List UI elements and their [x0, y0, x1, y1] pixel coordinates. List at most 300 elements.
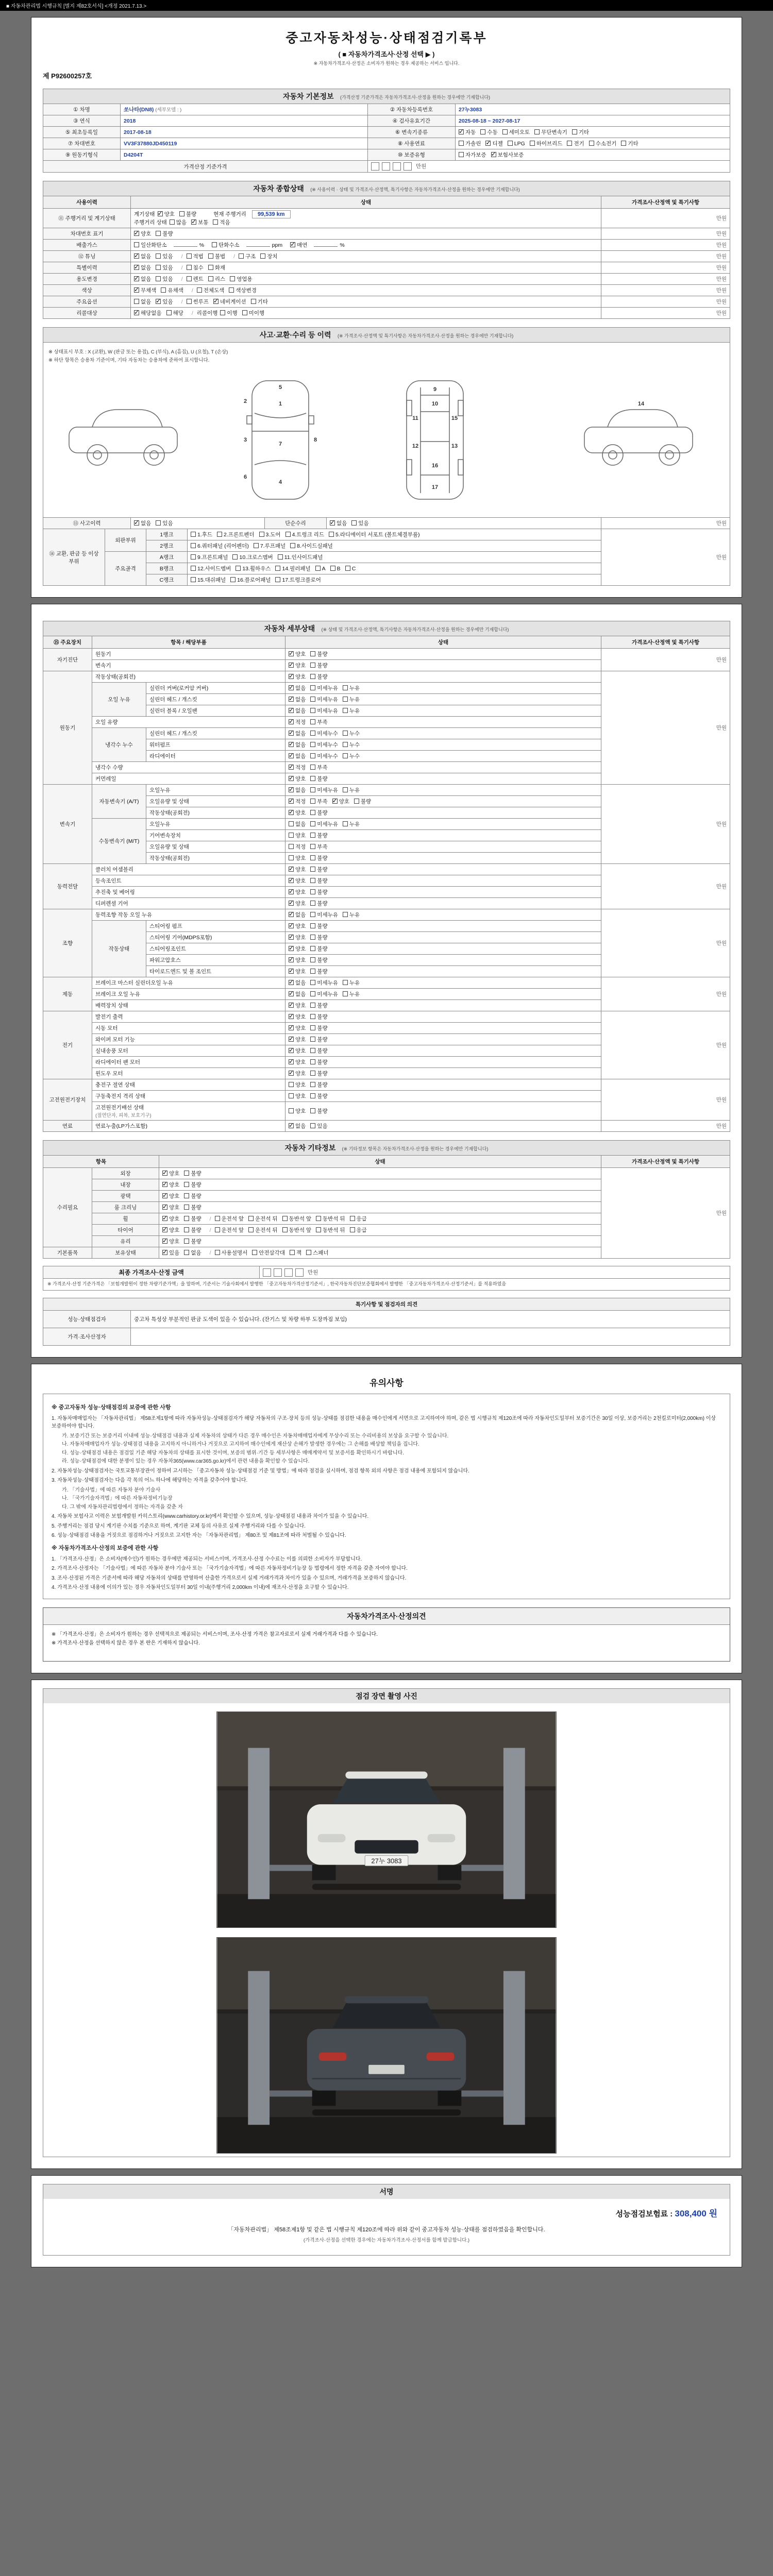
checkbox-icon[interactable]	[329, 532, 334, 537]
item-label: 스티어링 기어(MDPS포함)	[146, 932, 285, 943]
item-label: 변속기	[92, 660, 285, 671]
checkbox-icon[interactable]	[310, 946, 315, 951]
checkbox-checked-icon[interactable]	[156, 299, 161, 304]
blank-field	[246, 242, 270, 247]
checkbox-icon[interactable]	[184, 1171, 189, 1176]
checkbox-icon[interactable]	[534, 129, 540, 134]
checkbox-option	[282, 1226, 312, 1234]
table-row	[43, 138, 730, 149]
checkbox-checked-icon[interactable]	[289, 651, 294, 656]
checkbox-icon[interactable]	[161, 287, 166, 293]
checkbox-icon[interactable]	[310, 912, 315, 917]
subgroup-label: 작동상태	[92, 921, 146, 977]
checkbox-icon[interactable]	[191, 566, 196, 571]
field-label: ⑧ 사용연료	[368, 138, 456, 149]
checkbox-checked-icon[interactable]	[191, 219, 196, 225]
checkbox-icon[interactable]	[310, 1093, 315, 1098]
checkbox-checked-icon[interactable]	[289, 674, 294, 679]
checkbox-icon[interactable]	[330, 566, 335, 571]
checkbox-icon[interactable]	[310, 731, 315, 736]
checkbox-icon[interactable]	[343, 787, 348, 792]
checkbox-checked-icon[interactable]	[289, 912, 294, 917]
checkbox-icon[interactable]	[343, 708, 348, 713]
table-row	[43, 161, 730, 173]
checkbox-icon[interactable]	[289, 855, 294, 860]
checkbox-icon[interactable]	[310, 708, 315, 713]
panel-option	[275, 565, 310, 572]
checkbox-checked-icon[interactable]	[330, 520, 335, 526]
field-label: ⑨ 원동기형식	[43, 149, 121, 161]
checkbox-icon[interactable]	[343, 731, 348, 736]
notice-item: 1. 자동차매매업자는 「자동차관리법」 제58조제1항에 따라 자동차성능·상태점검자가 해당 자동차의 구조·장치 등의 성능·상태를 점검한 내용을 매수인에게 서면으로 고지하여야 하며, 같은 법 시행규칙 제120조에 따라 자동차인도일부터 보증기간은 30일 이상, 보증거리는 2천킬로미터(2,000km) 이상 보증하여야 합니다.	[52, 1415, 716, 1430]
checkbox-icon[interactable]	[217, 532, 222, 537]
checkbox-checked-icon[interactable]	[289, 697, 294, 702]
checkbox-option	[343, 979, 360, 987]
checkbox-icon[interactable]	[191, 532, 196, 537]
option-label: 3.도어	[265, 532, 281, 538]
checkbox-checked-icon[interactable]	[290, 242, 295, 247]
checkbox-icon[interactable]	[310, 651, 315, 656]
final-price-table	[43, 1266, 730, 1279]
option-label: 양호	[295, 776, 306, 783]
checkbox-icon[interactable]	[310, 901, 315, 906]
option-label: 부족	[317, 799, 328, 805]
option-label: 있음	[162, 265, 173, 272]
checkbox-icon[interactable]	[289, 844, 294, 849]
checkbox-icon[interactable]	[310, 810, 315, 815]
option-label: 없음	[295, 697, 306, 703]
section-etc-header	[43, 1140, 730, 1155]
checkbox-icon[interactable]	[310, 1037, 315, 1042]
checkbox-icon[interactable]	[351, 520, 357, 526]
checkbox-option	[310, 730, 338, 737]
checkbox-icon[interactable]	[289, 1108, 294, 1113]
row-label: 배출가스	[43, 240, 131, 251]
checkbox-checked-icon[interactable]	[289, 935, 294, 940]
checkbox-option	[502, 128, 530, 136]
checkbox-icon[interactable]	[191, 577, 196, 582]
checkbox-checked-icon[interactable]	[162, 1250, 167, 1255]
checkbox-icon[interactable]	[289, 1082, 294, 1087]
checkbox-option	[310, 752, 338, 760]
checkbox-icon[interactable]	[187, 276, 192, 281]
checkbox-icon[interactable]	[343, 697, 348, 702]
checkbox-icon[interactable]	[343, 821, 348, 826]
checkbox-checked-icon[interactable]	[162, 1205, 167, 1210]
wheel	[438, 1865, 462, 1880]
checkbox-icon[interactable]	[310, 1048, 315, 1053]
checkbox-option	[215, 1215, 244, 1223]
checkbox-icon[interactable]	[252, 1250, 257, 1255]
checkbox-icon[interactable]	[310, 742, 315, 747]
checkbox-icon[interactable]	[290, 1250, 295, 1255]
checkbox-icon[interactable]	[567, 141, 572, 146]
checkbox-icon[interactable]	[156, 276, 161, 281]
checkbox-icon[interactable]	[260, 253, 265, 259]
checkbox-icon[interactable]	[310, 935, 315, 940]
checkbox-icon[interactable]	[184, 1227, 189, 1232]
model-year-value	[121, 115, 368, 127]
checkbox-icon[interactable]	[621, 141, 626, 146]
base-price-label: 가격산정 기준가격	[43, 161, 368, 173]
checkbox-icon[interactable]	[289, 1093, 294, 1098]
checkbox-option	[289, 820, 306, 828]
checkbox-icon[interactable]	[310, 855, 315, 860]
option-label: 불량	[317, 810, 328, 817]
checkbox-option	[161, 286, 183, 294]
checkbox-checked-icon[interactable]	[289, 787, 294, 792]
option-label: 불량	[317, 935, 328, 941]
checkbox-icon[interactable]	[179, 211, 184, 216]
checkbox-checked-icon[interactable]	[134, 276, 139, 281]
checkbox-checked-icon[interactable]	[289, 969, 294, 974]
checkbox-icon[interactable]	[310, 1003, 315, 1008]
checkbox-icon[interactable]	[259, 532, 264, 537]
checkbox-checked-icon[interactable]	[162, 1239, 167, 1244]
checkbox-icon[interactable]	[310, 878, 315, 883]
checkbox-icon[interactable]	[310, 776, 315, 781]
option-label: 5.라디에이터 서포트 (볼트체결부품)	[335, 532, 420, 538]
checkbox-icon[interactable]	[310, 980, 315, 985]
notice-subitem: 가. 「기술사법」에 따른 자동차 분야 기술사	[62, 1487, 161, 1493]
checkbox-checked-icon[interactable]	[289, 810, 294, 815]
option-label: 있음	[162, 276, 173, 283]
checkbox-icon[interactable]	[230, 577, 236, 582]
option-label: 양호	[295, 1025, 306, 1032]
checkbox-icon[interactable]	[589, 141, 594, 146]
checkbox-checked-icon[interactable]	[289, 1037, 294, 1042]
checkbox-icon[interactable]	[156, 265, 161, 270]
checkbox-icon[interactable]	[310, 1071, 315, 1076]
opinion-title: 자동차가격조사·산정의견	[43, 1608, 730, 1625]
checkbox-icon[interactable]	[187, 265, 192, 270]
checkbox-option	[289, 832, 306, 839]
checkbox-icon[interactable]	[310, 1123, 315, 1128]
blank-field	[314, 242, 338, 247]
checkbox-icon[interactable]	[459, 141, 464, 146]
price-cell: 만원	[601, 1011, 730, 1079]
checkbox-checked-icon[interactable]	[289, 923, 294, 928]
checkbox-option	[480, 128, 497, 136]
checkbox-icon[interactable]	[208, 253, 213, 259]
etc-info-table	[43, 1155, 730, 1259]
checkbox-icon[interactable]	[213, 219, 218, 225]
option-label: 불법	[214, 253, 226, 260]
checkbox-checked-icon[interactable]	[289, 946, 294, 951]
checkbox-option	[289, 979, 306, 987]
item-label: 브레이크 마스터 실린더오일 누유	[92, 977, 285, 989]
option-label: 미세누유	[317, 821, 338, 828]
checkbox-icon[interactable]	[220, 310, 225, 315]
checkbox-icon[interactable]	[343, 991, 348, 996]
item-label: 브레이크 오일 누유	[92, 989, 285, 1000]
option-label: 운전석 뒤	[255, 1216, 278, 1223]
checkbox-icon[interactable]	[184, 1250, 189, 1255]
checkbox-icon[interactable]	[310, 844, 315, 849]
checkbox-icon[interactable]	[156, 231, 161, 236]
checkbox-icon[interactable]	[310, 663, 315, 668]
checkbox-icon[interactable]	[310, 753, 315, 758]
rank-items	[188, 574, 601, 586]
checkbox-icon[interactable]	[208, 276, 213, 281]
checkbox-checked-icon[interactable]	[289, 980, 294, 985]
checkbox-icon[interactable]	[184, 1205, 189, 1210]
checkbox-icon[interactable]	[212, 242, 217, 247]
checkbox-icon[interactable]	[282, 1216, 288, 1221]
notice-group-heading: ※ 자동차가격조사·산정의 보증에 관한 사항	[52, 1545, 159, 1551]
checkbox-checked-icon[interactable]	[289, 731, 294, 736]
checkbox-checked-icon[interactable]	[289, 991, 294, 996]
item-label: 냉각수 수량	[92, 762, 285, 773]
checkbox-icon[interactable]	[239, 253, 244, 259]
checkbox-icon[interactable]	[310, 799, 315, 804]
checkbox-checked-icon[interactable]	[213, 299, 219, 304]
checkbox-icon[interactable]	[187, 299, 192, 304]
checkbox-checked-icon[interactable]	[289, 663, 294, 668]
checkbox-icon[interactable]	[502, 129, 508, 134]
checkbox-checked-icon[interactable]	[162, 1193, 167, 1198]
checkbox-icon[interactable]	[275, 566, 280, 571]
checkbox-option	[184, 1204, 201, 1211]
checkbox-checked-icon[interactable]	[289, 799, 294, 804]
checkbox-icon[interactable]	[184, 1182, 189, 1187]
item-label: 배력장치 상태	[92, 1000, 285, 1011]
checkbox-checked-icon[interactable]	[289, 685, 294, 690]
checkbox-icon[interactable]	[310, 765, 315, 770]
checkbox-checked-icon[interactable]	[158, 211, 163, 216]
checkbox-checked-icon[interactable]	[289, 719, 294, 724]
option-label: 양호	[141, 231, 152, 238]
checkbox-option	[184, 1215, 201, 1223]
checkbox-option	[459, 140, 481, 147]
checkbox-icon[interactable]	[184, 1216, 189, 1221]
checkbox-icon[interactable]	[215, 1250, 220, 1255]
checkbox-option	[289, 888, 306, 896]
checkbox-icon[interactable]	[350, 1216, 355, 1221]
checkbox-option	[289, 1081, 306, 1089]
checkbox-icon[interactable]	[350, 1227, 355, 1232]
option-label: 있음	[169, 1250, 180, 1257]
checkbox-checked-icon[interactable]	[289, 742, 294, 747]
checkbox-icon[interactable]	[316, 1216, 321, 1221]
checkbox-checked-icon[interactable]	[332, 799, 338, 804]
checkbox-icon[interactable]	[184, 1239, 189, 1244]
panel-option	[285, 531, 324, 538]
checkbox-icon[interactable]	[310, 969, 315, 974]
checkbox-checked-icon[interactable]	[289, 1071, 294, 1076]
checkbox-option	[170, 218, 187, 226]
checkbox-icon[interactable]	[285, 532, 291, 537]
detail-state-table	[43, 636, 730, 1132]
checkbox-icon[interactable]	[310, 697, 315, 702]
checkbox-icon[interactable]	[354, 799, 359, 804]
checkbox-icon[interactable]	[289, 821, 294, 826]
option-label: 렌트	[193, 276, 204, 283]
checkbox-checked-icon[interactable]	[289, 765, 294, 770]
checkbox-icon[interactable]	[191, 543, 196, 548]
state-cell	[285, 887, 601, 898]
checkbox-icon[interactable]	[191, 554, 196, 560]
checkbox-icon[interactable]	[480, 129, 485, 134]
checkbox-checked-icon[interactable]	[289, 1123, 294, 1128]
checkbox-checked-icon[interactable]	[289, 901, 294, 906]
detail-row	[43, 909, 730, 921]
checkbox-checked-icon[interactable]	[162, 1171, 167, 1176]
wheel	[438, 2090, 462, 2106]
checkbox-icon[interactable]	[184, 1193, 189, 1198]
checkbox-icon[interactable]	[310, 1059, 315, 1064]
checkbox-icon[interactable]	[248, 1227, 254, 1232]
checkbox-checked-icon[interactable]	[289, 878, 294, 883]
premium-value: 308,400 원	[675, 2208, 717, 2218]
panel-option	[236, 565, 271, 572]
checkbox-icon[interactable]	[230, 276, 235, 281]
state-cell	[285, 705, 601, 717]
checkbox-checked-icon[interactable]	[485, 141, 491, 146]
checkbox-checked-icon[interactable]	[289, 753, 294, 758]
checkbox-icon[interactable]	[530, 141, 535, 146]
outer-group-label: 외판부위	[105, 529, 146, 552]
checkbox-icon[interactable]	[310, 991, 315, 996]
valuation-opinion-box	[43, 1607, 730, 1662]
checkbox-icon[interactable]	[290, 543, 295, 548]
checkbox-icon[interactable]	[275, 577, 280, 582]
vehicle-name-value	[121, 104, 368, 115]
checkbox-icon[interactable]	[343, 742, 348, 747]
checkbox-checked-icon[interactable]	[134, 287, 139, 293]
item-label: 연료누출(LP가스포함)	[92, 1121, 285, 1132]
checkbox-icon[interactable]	[254, 543, 259, 548]
final-price-row	[43, 1266, 730, 1279]
checkbox-checked-icon[interactable]	[162, 1182, 167, 1187]
checkbox-icon[interactable]	[508, 141, 513, 146]
checkbox-icon[interactable]	[197, 287, 202, 293]
checkbox-icon[interactable]	[156, 253, 161, 259]
checkbox-checked-icon[interactable]	[289, 1025, 294, 1030]
checkbox-icon[interactable]	[156, 520, 161, 526]
checkbox-icon[interactable]	[215, 1227, 220, 1232]
checkbox-checked-icon[interactable]	[162, 1216, 167, 1221]
checkbox-checked-icon[interactable]	[289, 1059, 294, 1064]
checkbox-icon[interactable]	[187, 253, 192, 259]
checkbox-icon[interactable]	[310, 685, 315, 690]
checkbox-checked-icon[interactable]	[134, 231, 139, 236]
checkbox-icon[interactable]	[166, 310, 172, 315]
state-cell	[285, 739, 601, 751]
checkbox-icon[interactable]	[310, 923, 315, 928]
state-cell	[285, 1091, 601, 1102]
item-label: 타이어	[92, 1225, 159, 1236]
checkbox-option	[343, 696, 360, 703]
checkbox-icon[interactable]	[282, 1227, 288, 1232]
checkbox-icon[interactable]	[310, 1108, 315, 1113]
checkbox-icon[interactable]	[343, 980, 348, 985]
separator: /	[209, 1250, 211, 1257]
checkbox-checked-icon[interactable]	[162, 1227, 167, 1232]
checkbox-checked-icon[interactable]	[289, 776, 294, 781]
checkbox-checked-icon[interactable]	[289, 957, 294, 962]
checkbox-icon[interactable]	[345, 566, 350, 571]
checkbox-checked-icon[interactable]	[134, 253, 139, 259]
checkbox-icon[interactable]	[310, 821, 315, 826]
panel-option	[259, 531, 281, 538]
checkbox-icon[interactable]	[236, 566, 241, 571]
checkbox-option	[229, 286, 257, 294]
checkbox-icon[interactable]	[134, 299, 139, 304]
checkbox-icon[interactable]	[315, 566, 321, 571]
checkbox-icon[interactable]	[572, 129, 577, 134]
row-label: 차대번호 표기	[43, 228, 131, 240]
checkbox-icon[interactable]	[343, 753, 348, 758]
checkbox-icon[interactable]	[232, 554, 238, 560]
checkbox-icon[interactable]	[310, 674, 315, 679]
checkbox-checked-icon[interactable]	[289, 889, 294, 894]
state-cell	[285, 1102, 601, 1121]
checkbox-icon[interactable]	[310, 787, 315, 792]
checkbox-icon[interactable]	[310, 867, 315, 872]
checkbox-icon[interactable]	[306, 1250, 311, 1255]
usage-history-row	[43, 285, 730, 296]
separator: /	[181, 265, 183, 272]
checkbox-icon[interactable]	[343, 912, 348, 917]
checkbox-icon[interactable]	[248, 1216, 254, 1221]
checkbox-icon[interactable]	[459, 152, 464, 157]
checkbox-option	[289, 911, 306, 919]
checkbox-checked-icon[interactable]	[134, 310, 139, 315]
checkbox-checked-icon[interactable]	[289, 1003, 294, 1008]
checkbox-icon[interactable]	[278, 554, 283, 560]
checkbox-option	[289, 764, 306, 771]
checkbox-icon[interactable]	[310, 1082, 315, 1087]
checkbox-checked-icon[interactable]	[289, 1014, 294, 1019]
notice-item: 6. 성능·상태점검 내용을 거짓으로 점검하거나 거짓으로 고지한 자는 「자동차관리법」 제80조 및 제81조에 따라 처벌될 수 있습니다.	[52, 1533, 346, 1539]
section-basic-header	[43, 89, 730, 104]
checkbox-option	[289, 707, 306, 715]
checkbox-checked-icon[interactable]	[134, 520, 139, 526]
checkbox-icon[interactable]	[289, 833, 294, 838]
checkbox-icon[interactable]	[170, 219, 175, 225]
checkbox-icon[interactable]	[134, 242, 139, 247]
checkbox-checked-icon[interactable]	[289, 708, 294, 713]
checkbox-checked-icon[interactable]	[134, 265, 139, 270]
checkbox-checked-icon[interactable]	[491, 152, 496, 157]
checkbox-checked-icon[interactable]	[289, 1048, 294, 1053]
option-label: 1.후드	[197, 532, 213, 538]
checkbox-icon[interactable]	[310, 1025, 315, 1030]
state-cell	[159, 1168, 601, 1179]
checkbox-icon[interactable]	[242, 310, 247, 315]
checkbox-icon[interactable]	[208, 265, 213, 270]
checkbox-option	[289, 922, 306, 930]
checkbox-checked-icon[interactable]	[459, 129, 464, 134]
checkbox-icon[interactable]	[310, 957, 315, 962]
checkbox-icon[interactable]	[251, 299, 256, 304]
checkbox-icon[interactable]	[310, 719, 315, 724]
checkbox-icon[interactable]	[229, 287, 234, 293]
checkbox-icon[interactable]	[310, 833, 315, 838]
checkbox-checked-icon[interactable]	[289, 867, 294, 872]
value-box: 99,539 km	[252, 210, 291, 218]
checkbox-option	[459, 151, 486, 159]
checkbox-icon[interactable]	[310, 889, 315, 894]
checkbox-icon[interactable]	[316, 1227, 321, 1232]
row-label: 특별이력	[43, 262, 131, 274]
checkbox-icon[interactable]	[310, 1014, 315, 1019]
checkbox-icon[interactable]	[343, 685, 348, 690]
option-label: 있음	[162, 253, 173, 260]
checkbox-icon[interactable]	[215, 1216, 220, 1221]
option-label: 불량	[317, 1003, 328, 1009]
